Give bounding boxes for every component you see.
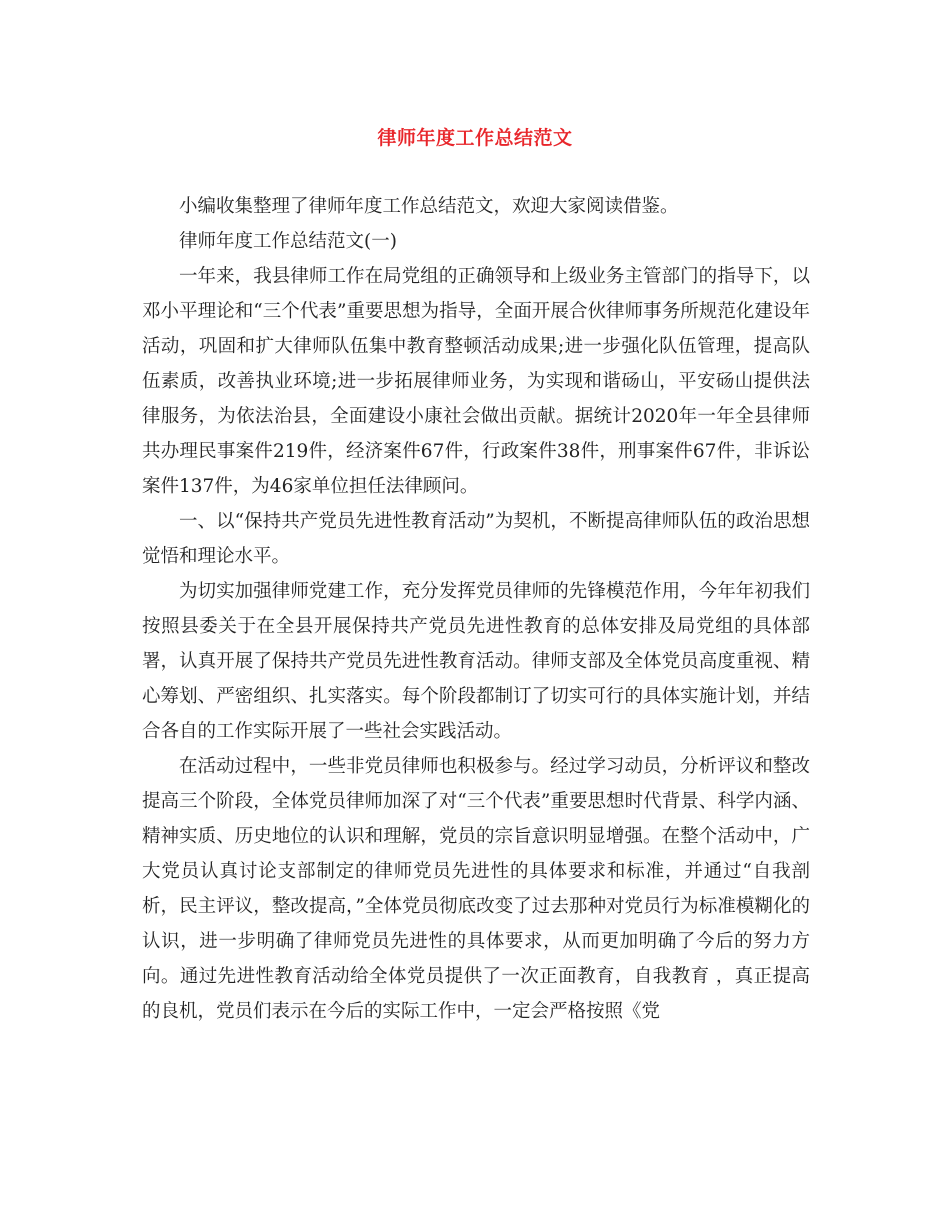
paragraph-section-one-heading: 一、以“保持共产党员先进性教育活动”为契机，不断提高律师队伍的政治思想觉悟和理论水平。 xyxy=(142,511,810,567)
paragraph-intro: 小编收集整理了律师年度工作总结范文，欢迎大家阅读借鉴。 xyxy=(179,196,679,217)
paragraph-annual-summary: 一年来，我县律师工作在局党组的正确领导和上级业务主管部门的指导下，以邓小平理论和“三个代表”重要思想为指导，全面开展合伙律师事务所规范化建设年活动，巩固和扩大律师队伍集中教育整顿活动成果;进一步强化队伍管理，提高队伍素质，改善执业环境;进一步拓展律师业务，为实现和谐砀山，平安砀山提供法律服务，为依法治县，全面建设小康社会做出贡献。据统计2020年一年全县律师共办理民事案件219件，经济案件67件，行政案件38件，刑事案件67件，非诉讼案件137件，为46家单位担任法律顾问。 xyxy=(142,266,810,497)
paragraph-party-building: 为切实加强律师党建工作，充分发挥党员律师的先锋模范作用，今年年初我们按照县委关于在全县开展保持共产党员先进性教育的总体安排及局党组的具体部署，认真开展了保持共产党员先进性教育活动。律师支部及全体党员高度重视、精心筹划、严密组织、扎实落实。每个阶段都制订了切实可行的具体实施计划，并结合各自的工作实际开展了一些社会实践活动。 xyxy=(142,581,810,742)
paragraph-heading-part-one: 律师年度工作总结范文(一) xyxy=(179,231,397,252)
document-body xyxy=(142,189,810,1029)
document-title: 律师年度工作总结范文 xyxy=(377,127,573,149)
paragraph-activity-process: 在活动过程中，一些非党员律师也积极参与。经过学习动员，分析评议和整改提高三个阶段，全体党员律师加深了对“三个代表”重要思想时代背景、科学内涵、精神实质、历史地位的认识和理解，党员的宗旨意识明显增强。在整个活动中，广大党员认真讨论支部制定的律师党员先进性的具体要求和标准，并通过“自我剖析，民主评议，整改提高，”全体党员彻底改变了过去那种对党员行为标准模糊化的认识，进一步明确了律师党员先进性的具体要求，从而更加明确了今后的努力方向。通过先进性教育活动给全体党员提供了一次正面教育，自我教育 ，真正提高的良机，党员们表示在今后的实际工作中，一定会严格按照《党 xyxy=(142,756,810,1022)
